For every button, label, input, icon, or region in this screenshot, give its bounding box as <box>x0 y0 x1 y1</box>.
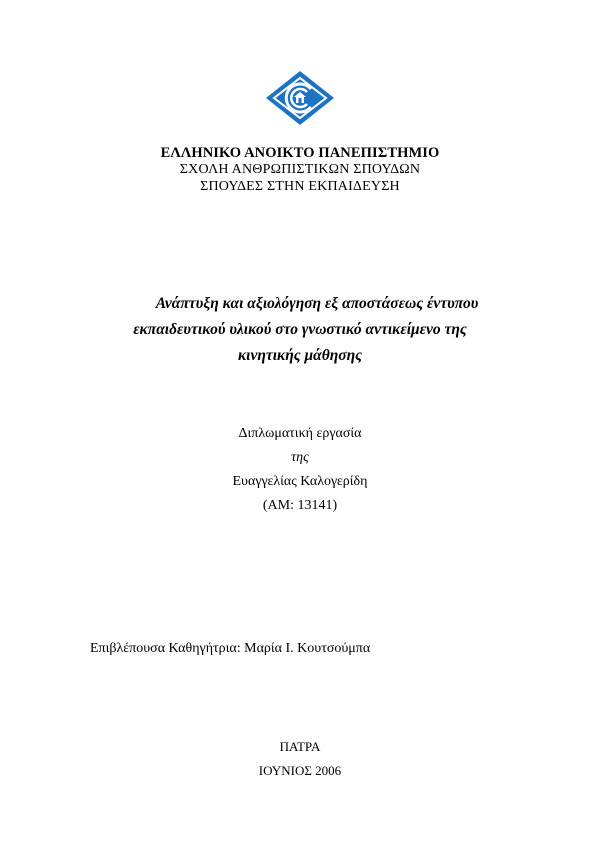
author-name: Ευαγγελίας Καλογερίδη <box>232 474 368 489</box>
thesis-by: της <box>291 450 309 465</box>
program-name: ΣΠΟΥΔΕΣ ΣΤΗΝ ΕΚΠΑΙΔΕΥΣΗ <box>200 179 400 194</box>
university-name: ΕΛΛΗΝΙΚΟ ΑΝΟΙΚΤΟ ΠΑΝΕΠΙΣΤΗΜΙΟ <box>160 145 440 161</box>
city: ΠΑΤΡΑ <box>279 739 321 754</box>
university-emblem-icon <box>265 70 335 126</box>
thesis-title-line: Ανάπτυξη και αξιολόγηση εξ αποστάσεως έντυπου <box>155 295 479 312</box>
thesis-title <box>100 291 500 369</box>
student-id: (ΑΜ: 13141) <box>262 498 338 513</box>
date: ΙΟΥΝΙΟΣ 2006 <box>258 763 342 778</box>
thesis-title-line: κινητικής μάθησης <box>237 347 363 364</box>
school-name: ΣΧΟΛΗ ΑΝΘΡΩΠΙΣΤΙΚΩΝ ΣΠΟΥΔΩΝ <box>179 162 421 177</box>
thesis-title-line: εκπαιδευτικού υλικού στο γνωστικό αντικείμενο της <box>133 321 467 338</box>
thesis-type: Διπλωματική εργασία <box>238 426 362 441</box>
supervisor: Επιβλέπουσα Καθηγήτρια: Μαρία Ι. Κουτσούμπα <box>90 641 371 656</box>
